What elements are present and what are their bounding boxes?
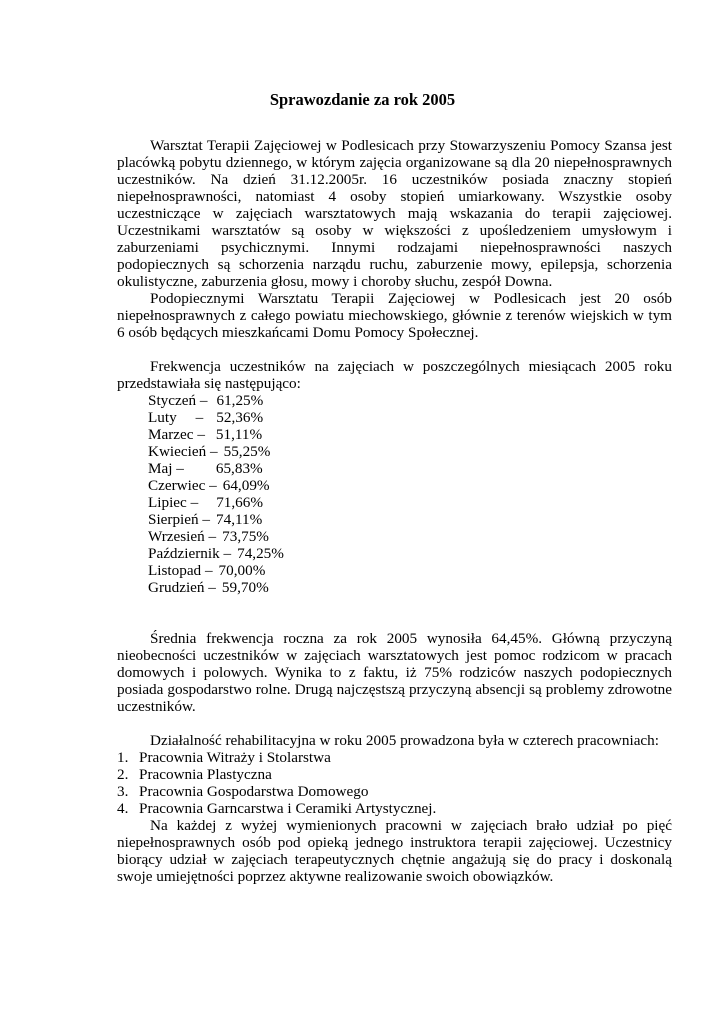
item-number: 1. [117, 749, 129, 766]
month-name: Wrzesień – [148, 528, 217, 545]
month-name: Grudzień – [148, 579, 216, 596]
item-number: 3. [117, 783, 129, 800]
month-row [148, 562, 672, 579]
paragraph-average: Średnia frekwencja roczna za rok 2005 wynosiła 64,45%. Główną przyczyną nieobecności uczestników w zajęciach warsztatowych jest pomoc rodzicom w pracach domowych i polowych. Wynika to z faktu, iż 75% rodziców naszych podopiecznych posiada gospodarstwo rolne. Drugą najczęstszą przyczyną absencji są problemy zdrowotne uczestników. [117, 630, 672, 715]
month-row [148, 528, 672, 545]
month-row [148, 392, 672, 409]
month-row [148, 460, 672, 477]
workshop-name: Pracownia Plastyczna [139, 766, 272, 783]
month-value: 74,11% [216, 511, 263, 528]
workshop-item [117, 783, 672, 800]
month-row [148, 443, 672, 460]
month-name: Kwiecień – [148, 443, 218, 460]
workshops-section [117, 732, 672, 885]
paragraph-workshops-summary: Na każdej z wyżej wymienionych pracowni w zajęciach brało udział po pięć niepełnosprawnych osób pod opieką jednego instruktora terapii zajęciowej. Uczestnicy biorący udział w zajęciach terapeutycznych chętnie angażują się do pracy i doskonalą swoje umiejętności poprzez aktywne realizowanie swoich obowiązków. [117, 817, 672, 885]
workshop-item [117, 766, 672, 783]
month-row [148, 545, 672, 562]
workshop-item [117, 800, 672, 817]
month-row [148, 494, 672, 511]
month-value: 74,25% [237, 545, 284, 562]
month-value: 64,09% [222, 477, 270, 494]
month-name: Marzec – [148, 426, 205, 443]
month-name: Luty – [148, 409, 204, 426]
month-row [148, 409, 672, 426]
item-number: 4. [117, 800, 129, 817]
attendance-section [117, 358, 672, 596]
average-section [117, 630, 672, 715]
month-row [148, 511, 672, 528]
document-body [117, 137, 672, 885]
month-name: Maj – [148, 460, 184, 477]
month-name: Sierpień – [148, 511, 211, 528]
month-value: 61,25% [216, 392, 264, 409]
intro-section [117, 137, 672, 341]
item-number: 2. [117, 766, 129, 783]
workshop-name: Pracownia Gospodarstwa Domowego [139, 783, 369, 800]
paragraph-workshops-intro: Działalność rehabilitacyjna w roku 2005 prowadzona była w czterech pracowniach: [150, 732, 659, 749]
document-title: Sprawozdanie za rok 2005 [269, 90, 456, 109]
month-value: 55,25% [223, 443, 271, 460]
month-row [148, 426, 672, 443]
month-value: 71,66% [216, 494, 264, 511]
month-name: Czerwiec – [148, 477, 217, 494]
month-name: Październik – [148, 545, 232, 562]
month-value: 52,36% [216, 409, 264, 426]
month-value: 51,11% [215, 426, 263, 443]
paragraph-attendance: Frekwencja uczestników na zajęciach w poszczególnych miesiącach 2005 roku przedstawiała się następująco: [117, 358, 672, 392]
monthly-attendance-list [148, 392, 672, 596]
month-row [148, 477, 672, 494]
paragraph-participants: Podopiecznymi Warsztatu Terapii Zajęciowej w Podlesicach jest 20 osób niepełnosprawnych z całego powiatu miechowskiego, głównie z terenów wiejskich w tym 6 osób będących mieszkańcami Domu Pomocy Społecznej. [117, 290, 672, 341]
month-name: Styczeń – [148, 392, 208, 409]
workshops-list [117, 749, 672, 817]
month-row [148, 579, 672, 596]
month-value: 70,00% [218, 562, 266, 579]
month-value: 73,75% [222, 528, 269, 545]
workshop-item [117, 749, 672, 766]
month-value: 59,70% [221, 579, 269, 596]
month-name: Lipiec – [148, 494, 199, 511]
paragraph-intro: Warsztat Terapii Zajęciowej w Podlesicach przy Stowarzyszeniu Pomocy Szansa jest placówką pobytu dziennego, w którym zajęcia organizowane są dla 20 niepełnosprawnych uczestników. Na dzień 31.12.2005r. 16 uczestników posiada znaczny stopień niepełnosprawności, natomiast 4 osoby stopień umiarkowany. Wszystkie osoby uczestniczące w zajęciach warsztatowych mają wskazania do terapii zajęciowej. Uczestnikami warsztatów są osoby w większości z upośledzeniem umysłowym i zaburzeniami psychicznymi. Innymi rodzajami niepełnosprawności naszych podopiecznych są schorzenia narządu ruchu, zaburzenie mowy, epilepsja, schorzenia okulistyczne, zaburzenia głosu, mowy i choroby słuchu, zespół Downa. [117, 137, 672, 290]
workshop-name: Pracownia Witraży i Stolarstwa [139, 749, 331, 766]
month-value: 65,83% [215, 460, 263, 477]
month-name: Listopad – [148, 562, 213, 579]
workshop-name: Pracownia Garncarstwa i Ceramiki Artystycznej. [139, 800, 437, 817]
